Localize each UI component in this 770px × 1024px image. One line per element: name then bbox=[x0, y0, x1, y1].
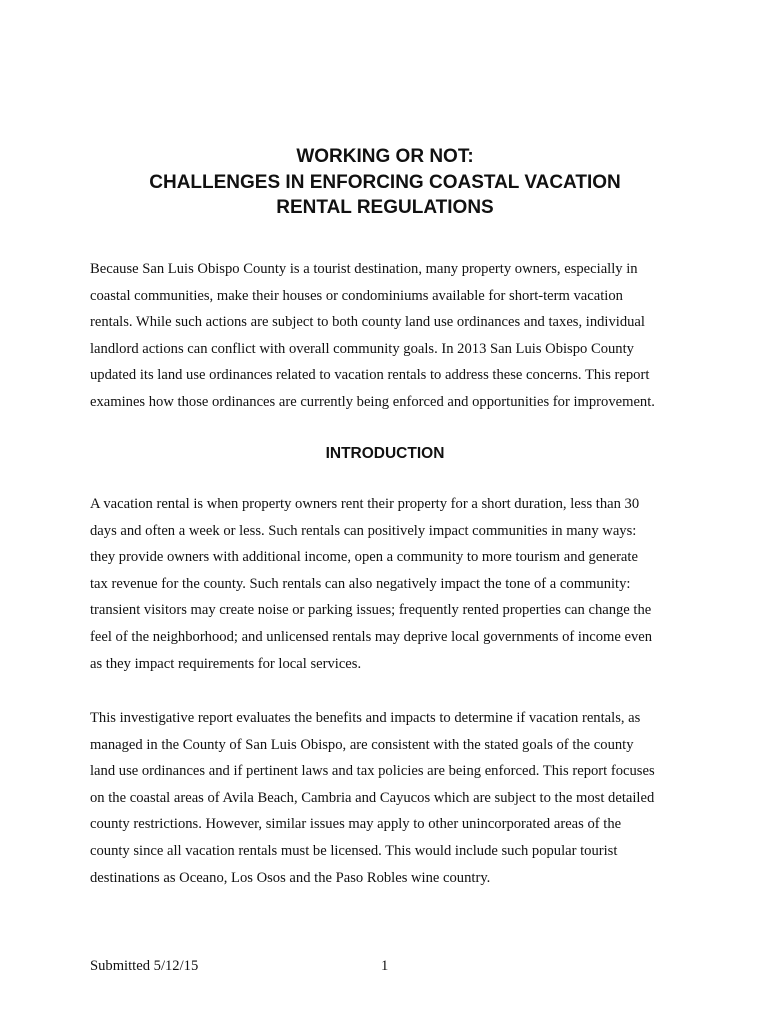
text-line: they provide owners with additional income, open a community to more tourism and generate bbox=[90, 549, 638, 566]
introduction-heading: INTRODUCTION bbox=[325, 445, 445, 462]
footer-page-number: 1 bbox=[381, 958, 389, 974]
intro-paragraph-1 bbox=[90, 491, 690, 677]
footer-submitted-date: Submitted 5/12/15 bbox=[90, 958, 199, 974]
text-line: managed in the County of San Luis Obispo, are consistent with the stated goals of the county bbox=[90, 736, 634, 753]
title-line: RENTAL REGULATIONS bbox=[276, 197, 494, 218]
text-line: coastal communities, make their houses or condominiums available for short-term vacation bbox=[90, 287, 623, 304]
title-line: WORKING OR NOT: bbox=[296, 146, 474, 167]
intro-paragraph-2 bbox=[90, 705, 690, 891]
text-line: destinations as Oceano, Los Osos and the Paso Robles wine country. bbox=[90, 869, 491, 886]
text-line: landlord actions can conflict with overall community goals. In 2013 San Luis Obispo County bbox=[90, 340, 634, 357]
text-line: updated its land use ordinances related to vacation rentals to address these concerns. This report bbox=[90, 367, 650, 384]
text-line: land use ordinances and if pertinent laws and tax policies are being enforced. This report focuses bbox=[90, 763, 655, 780]
text-line: feel of the neighborhood; and unlicensed rentals may deprive local governments of income even bbox=[90, 628, 653, 645]
text-line: rentals. While such actions are subject to both county land use ordinances and taxes, individual bbox=[90, 314, 645, 331]
text-line: A vacation rental is when property owners rent their property for a short duration, less than 30 bbox=[90, 496, 640, 512]
text-line: days and often a week or less. Such rentals can positively impact communities in many ways: bbox=[90, 522, 637, 539]
text-line: county restrictions. However, similar issues may apply to other unincorporated areas of the bbox=[90, 816, 622, 833]
text-line: examines how those ordinances are currently being enforced and opportunities for improvement. bbox=[90, 393, 655, 410]
summary-paragraph bbox=[90, 256, 690, 416]
text-line: transient visitors may create noise or parking issues; frequently rented properties can change the bbox=[90, 602, 652, 619]
text-line: as they impact requirements for local services. bbox=[90, 655, 362, 672]
text-line: Because San Luis Obispo County is a tourist destination, many property owners, especially in bbox=[90, 261, 638, 277]
title-line: CHALLENGES IN ENFORCING COASTAL VACATION bbox=[149, 171, 621, 193]
text-line: county since all vacation rentals must be licensed. This would include such popular tourist bbox=[90, 842, 618, 859]
text-line: on the coastal areas of Avila Beach, Cambria and Cayucos which are subject to the most detailed bbox=[90, 789, 655, 806]
document-title bbox=[80, 144, 690, 221]
text-line: tax revenue for the county. Such rentals can also negatively impact the tone of a community: bbox=[90, 575, 631, 592]
text-line: This investigative report evaluates the benefits and impacts to determine if vacation rentals, as bbox=[90, 710, 641, 726]
